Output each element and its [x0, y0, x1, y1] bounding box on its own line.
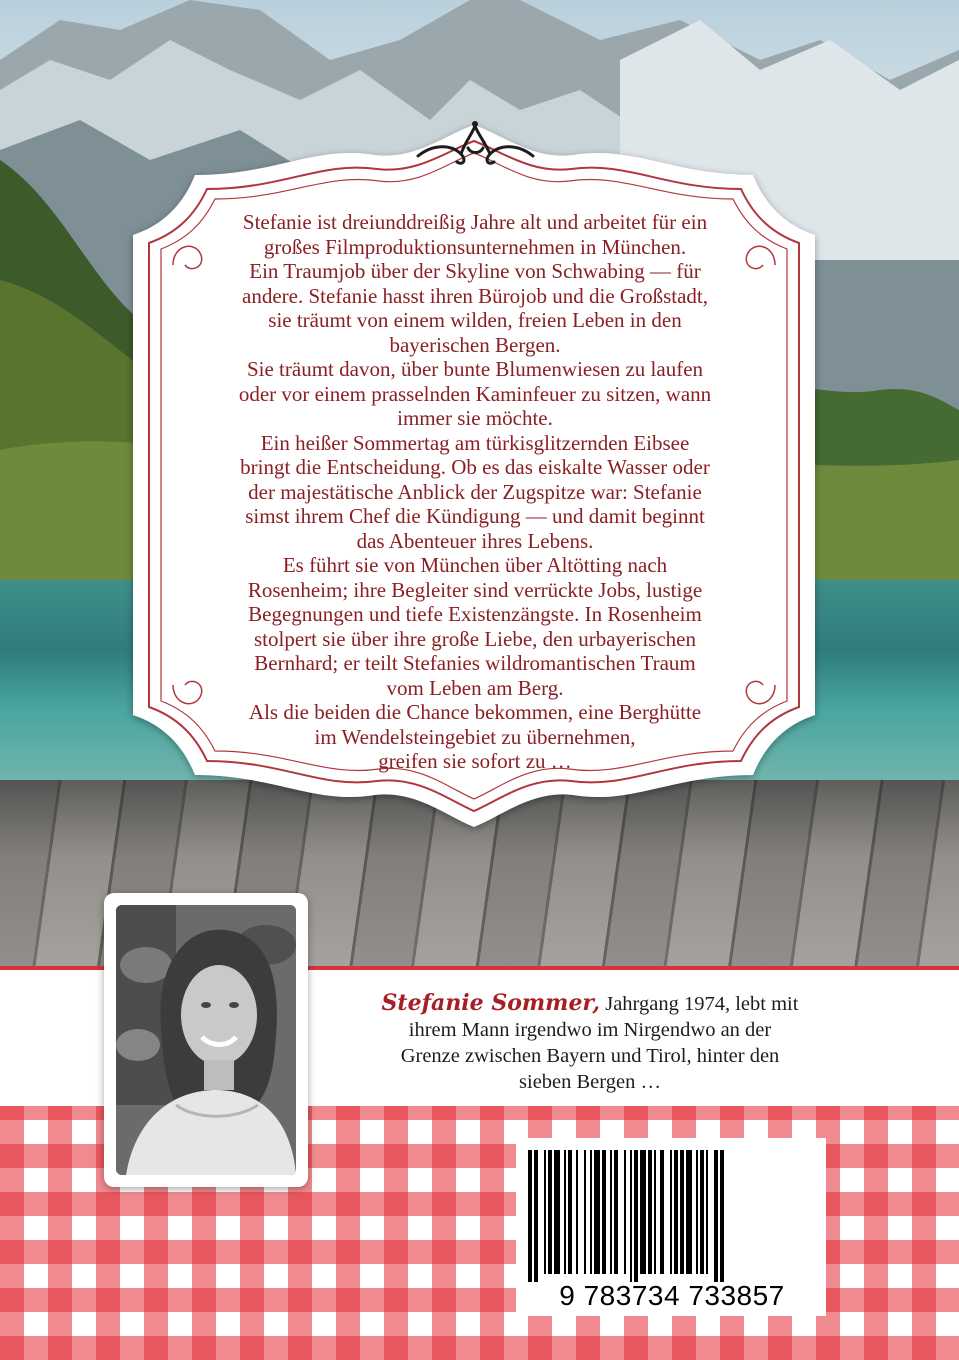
barcode-bar	[564, 1150, 566, 1274]
author-name: Stefanie Sommer,	[381, 990, 601, 1016]
blurb-line: Ein heißer Sommertag am türkisglitzernden Eibsee	[260, 430, 690, 455]
blurb-line: oder vor einem prasselnden Kaminfeuer zu sitzen, wann	[238, 381, 712, 406]
blurb-line: der majestätische Anblick der Zugspitze war: Stefanie	[248, 479, 702, 504]
bio-text: Jahrgang 1974, lebt mit	[600, 993, 799, 1015]
author-bio	[350, 990, 830, 1095]
blurb-line: Bernhard; er teilt Stefanies wildromantischen Traum	[254, 651, 696, 675]
barcode-bar	[590, 1150, 592, 1274]
barcode-bar	[614, 1150, 618, 1274]
barcode-bar	[706, 1150, 708, 1274]
bio-line: sieben Bergen …	[519, 1071, 661, 1093]
barcode-bar	[720, 1150, 724, 1282]
blurb-line: stolpert sie über ihre große Liebe, den urbayerischen	[254, 626, 696, 651]
barcode-bar	[714, 1150, 718, 1282]
barcode-bar	[568, 1150, 572, 1274]
isbn-barcode	[516, 1138, 826, 1316]
blurb-line: Stefanie ist dreiunddreißig Jahre alt und arbeitet für ein	[242, 210, 708, 234]
blurb-line: Es führt sie von München über Altötting nach	[282, 553, 668, 577]
barcode-bar	[594, 1150, 600, 1274]
barcode-bar	[660, 1150, 664, 1274]
barcode-bar	[654, 1150, 656, 1274]
barcode-bar	[584, 1150, 586, 1274]
barcode-bar	[670, 1150, 672, 1274]
barcode-bar	[624, 1150, 626, 1274]
barcode-bar	[534, 1150, 538, 1282]
barcode-bar	[640, 1150, 646, 1274]
bio-line: Grenze zwischen Bayern und Tirol, hinter den	[400, 1045, 780, 1067]
blurb-line: großes Filmproduktionsunternehmen in München.	[263, 234, 687, 259]
isbn-digits: 9 783734 733857	[559, 1280, 785, 1311]
blurb-line: Als die beiden die Chance bekommen, eine Berghütte	[248, 700, 702, 724]
blurb-line: immer sie möchte.	[397, 406, 553, 430]
barcode-bar	[602, 1150, 606, 1274]
blurb-line: Begegnungen und tiefe Existenzängste. In Rosenheim	[248, 602, 702, 626]
bio-line	[350, 990, 830, 1017]
blurb-line: simst ihrem Chef die Kündigung — und damit beginnt	[245, 504, 705, 528]
barcode-bar	[544, 1150, 546, 1274]
blurb-line: bayerischen Bergen.	[389, 332, 561, 357]
barcode-bar	[680, 1150, 684, 1274]
barcode-bar	[630, 1150, 632, 1282]
blurb-line: im Wendelsteingebiet zu übernehmen,	[314, 724, 636, 749]
barcode-bar	[554, 1150, 560, 1274]
barcode-bar	[696, 1150, 698, 1274]
blurb-line: sie träumt von einem wilden, freien Leben in den	[268, 308, 682, 332]
blurb-line: Ein Traumjob über der Skyline von Schwabing — für	[249, 259, 701, 283]
barcode-bar	[576, 1150, 578, 1274]
author-portrait	[116, 905, 296, 1175]
barcode-bar	[548, 1150, 552, 1274]
bio-line: ihrem Mann irgendwo im Nirgendwo an der	[408, 1019, 772, 1041]
blurb-line: Sie träumt davon, über bunte Blumenwiesen zu laufen	[246, 357, 704, 381]
blurb-line: vom Leben am Berg.	[386, 675, 564, 700]
barcode-bar	[686, 1150, 692, 1274]
blurb-line: das Abenteuer ihres Lebens.	[356, 528, 594, 553]
barcode-bar	[648, 1150, 652, 1274]
portrait-illustration	[116, 905, 296, 1175]
blurb-line: bringt die Entscheidung. Ob es das eiskalte Wasser oder	[240, 455, 710, 479]
book-blurb	[180, 210, 770, 774]
barcode-bar	[528, 1150, 532, 1282]
blurb-line: Rosenheim; ihre Begleiter sind verrückte Jobs, lustige	[247, 577, 703, 602]
ornament-flourish-icon	[413, 118, 538, 168]
blurb-line: andere. Stefanie hasst ihren Bürojob und die Großstadt,	[242, 283, 708, 308]
barcode-bar	[610, 1150, 612, 1274]
barcode-bar	[634, 1150, 638, 1282]
author-photo	[104, 893, 308, 1187]
barcode-bar	[700, 1150, 704, 1274]
barcode-bar	[674, 1150, 678, 1274]
blurb-line: greifen sie sofort zu …	[378, 749, 572, 773]
